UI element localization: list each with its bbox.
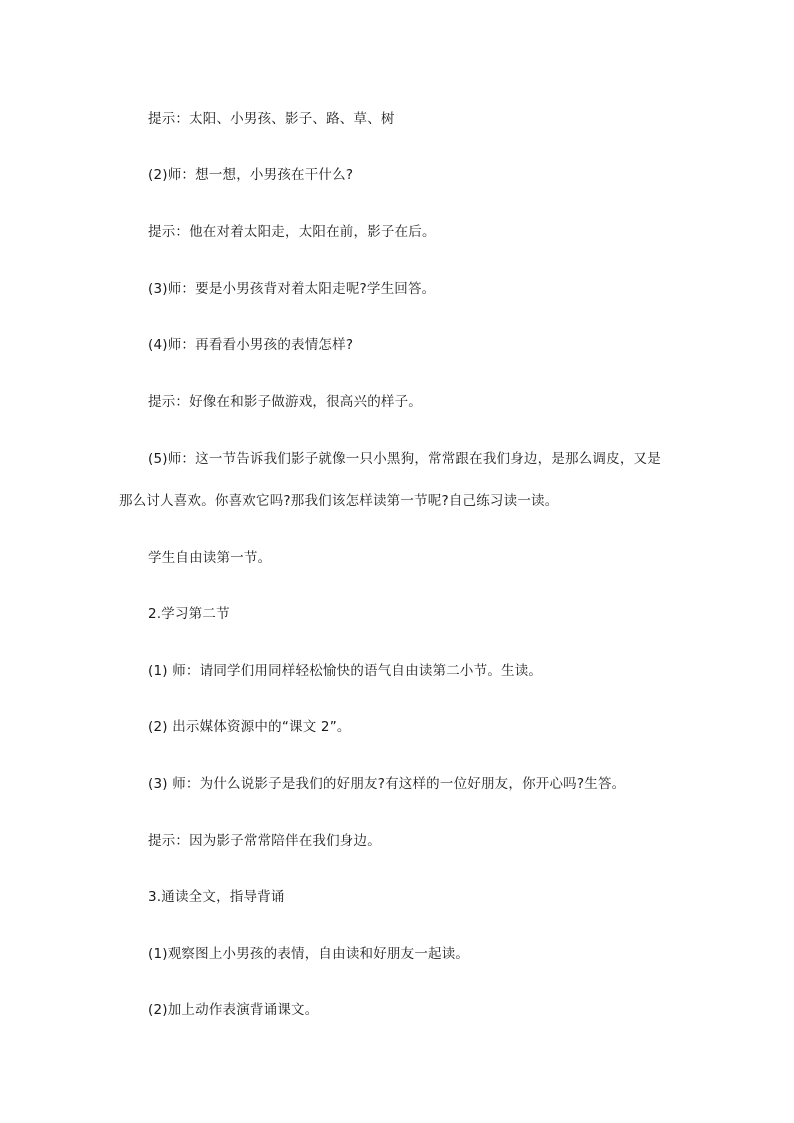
paragraph-step-5-continued: 那么讨人喜欢。你喜欢它吗?那我们该怎样读第一节呢?自己练习读一读。 bbox=[119, 493, 559, 509]
paragraph-step-4: (4)师：再看看小男孩的表情怎样? bbox=[148, 337, 354, 353]
paragraph-sub-4: (1)观察图上小男孩的表情，自由读和好朋友一起读。 bbox=[148, 946, 470, 962]
paragraph-free-reading: 学生自由读第一节。 bbox=[148, 550, 272, 566]
paragraph-hint-4: 提示：因为影子常常陪伴在我们身边。 bbox=[148, 833, 381, 849]
section-heading-2: 2.学习第二节 bbox=[148, 606, 230, 622]
paragraph-sub-1: (1) 师：请同学们用同样轻松愉快的语气自由读第二小节。生读。 bbox=[148, 663, 543, 679]
paragraph-step-2: (2)师：想一想，小男孩在干什么? bbox=[148, 167, 354, 183]
paragraph-hint-3: 提示：好像在和影子做游戏，很高兴的样子。 bbox=[148, 394, 422, 410]
paragraph-sub-3: (3) 师：为什么说影子是我们的好朋友?有这样的一位好朋友，你开心吗?生答。 bbox=[148, 776, 626, 792]
section-heading-3: 3.通读全文，指导背诵 bbox=[148, 889, 285, 905]
paragraph-sub-2: (2) 出示媒体资源中的“课文 2”。 bbox=[148, 719, 351, 735]
paragraph-sub-5: (2)加上动作表演背诵课文。 bbox=[148, 1002, 319, 1018]
paragraph-hint-2: 提示：他在对着太阳走，太阳在前，影子在后。 bbox=[148, 224, 436, 240]
paragraph-hint-1: 提示：太阳、小男孩、影子、路、草、树 bbox=[148, 111, 395, 127]
paragraph-step-3: (3)师：要是小男孩背对着太阳走呢?学生回答。 bbox=[148, 281, 436, 297]
paragraph-step-5: (5)师：这一节告诉我们影子就像一只小黑狗，常常跟在我们身边，是那么调皮，又是 bbox=[148, 451, 661, 467]
